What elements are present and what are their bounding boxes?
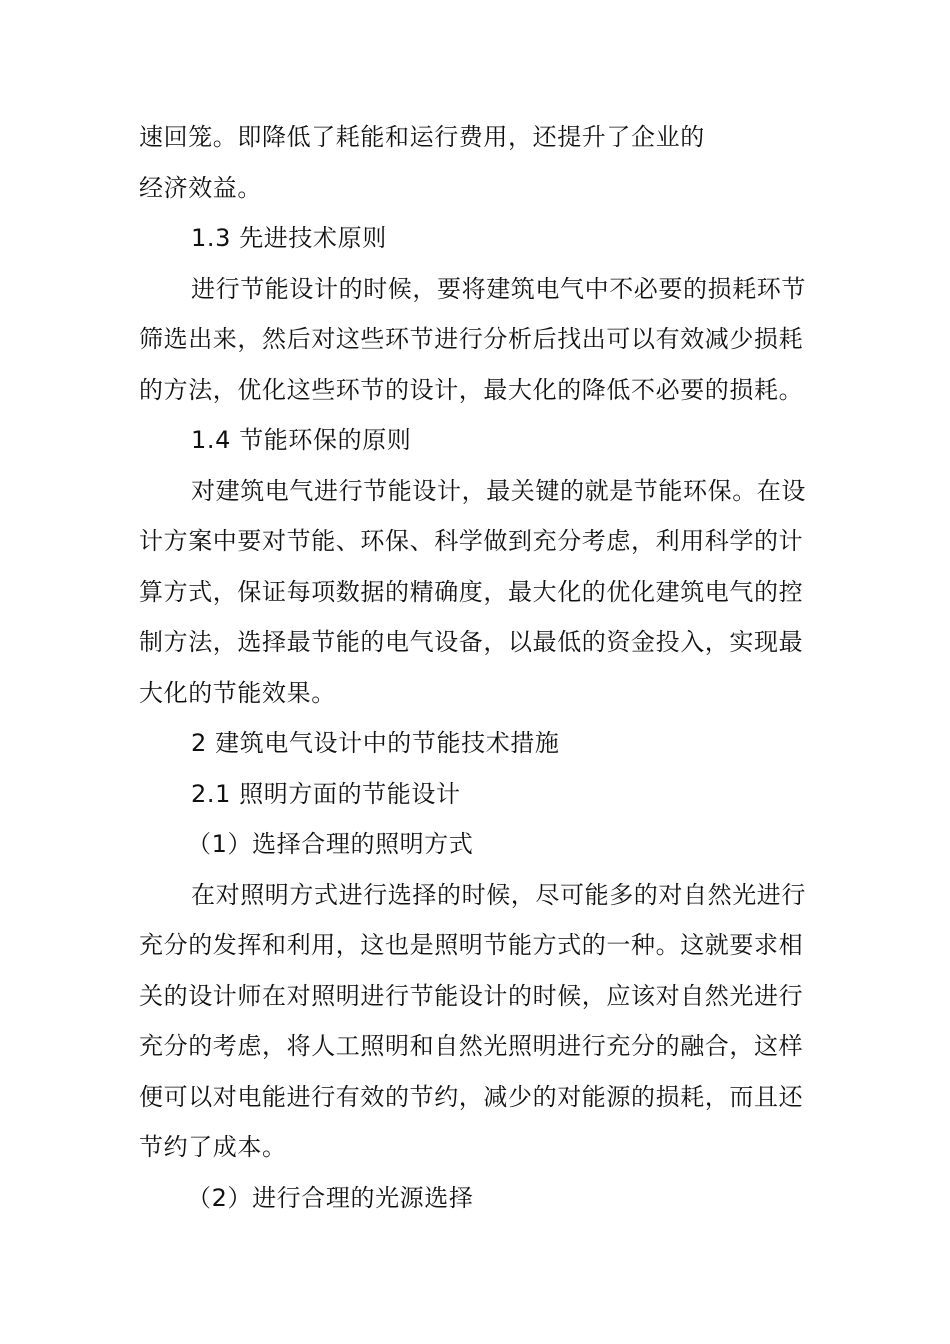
paragraph-line: 进行节能设计的时候，要将建筑电气中不必要的损耗环节 xyxy=(191,274,806,303)
section-heading-1-4: 1.4 节能环保的原则 xyxy=(191,426,412,454)
paragraph-line: 充分的考虑，将人工照明和自然光照明进行充分的融合，这样 xyxy=(139,1032,804,1060)
paragraph-line: 的方法，优化这些环节的设计，最大化的降低不必要的损耗。 xyxy=(139,375,804,404)
chapter-heading-2: 2 建筑电气设计中的节能技术措施 xyxy=(191,729,560,757)
paragraph-line: 节约了成本。 xyxy=(139,1133,287,1161)
paragraph-line: 经济效益。 xyxy=(139,173,262,202)
section-heading-1-3: 1.3 先进技术原则 xyxy=(191,224,387,252)
paragraph-line: 筛选出来，然后对这些环节进行分析后找出可以有效减少损耗 xyxy=(139,325,804,353)
paragraph-line: 大化的节能效果。 xyxy=(139,678,336,707)
paragraph-line: 便可以对电能进行有效的节约，减少的对能源的损耗，而且还 xyxy=(139,1082,804,1111)
subsection-heading-1: （1）选择合理的照明方式 xyxy=(187,830,474,858)
paragraph-line: 关的设计师在对照明进行节能设计的时候，应该对自然光进行 xyxy=(139,981,804,1010)
paragraph-line: 计方案中要对节能、环保、科学做到充分考虑，利用科学的计 xyxy=(139,527,804,555)
paragraph-line: 制方法，选择最节能的电气设备，以最低的资金投入，实现最 xyxy=(139,628,804,656)
paragraph-line: 速回笼。即降低了耗能和运行费用，还提升了企业的 xyxy=(139,123,705,151)
paragraph-line: 在对照明方式进行选择的时候，尽可能多的对自然光进行 xyxy=(191,880,806,909)
subsection-heading-2: （2）进行合理的光源选择 xyxy=(187,1183,474,1212)
section-heading-2-1: 2.1 照明方面的节能设计 xyxy=(191,779,461,808)
document-body xyxy=(139,112,839,1223)
paragraph-line: 充分的发挥和利用，这也是照明节能方式的一种。这就要求相 xyxy=(139,931,804,959)
paragraph-line: 算方式，保证每项数据的精确度，最大化的优化建筑电气的控 xyxy=(139,577,804,606)
paragraph-line: 对建筑电气进行节能设计，最关键的就是节能环保。在设 xyxy=(191,476,806,505)
